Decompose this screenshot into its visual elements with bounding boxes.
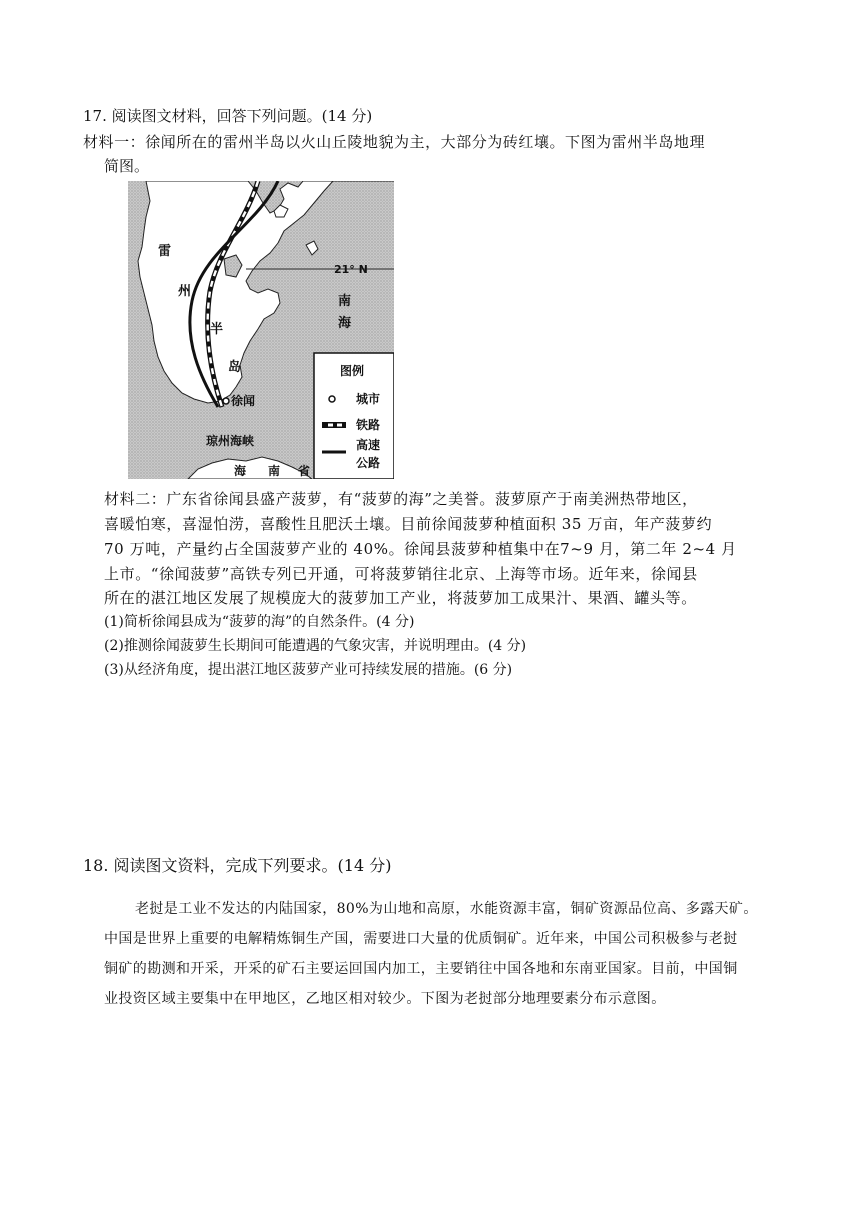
material-2-line-3: 70 万吨，产量约占全国菠萝产业的 40%。徐闻县菠萝种植集中在7~9 月，第二年 2~4 月 <box>104 540 737 558</box>
sea-label-char-1: 南 <box>338 294 352 309</box>
legend-railway-icon <box>322 422 346 428</box>
peninsula-label-char-3: 半 <box>210 322 224 337</box>
material-2-line-1: 材料二：广东省徐闻县盛产菠萝，有“菠萝的海”之美誉。菠萝原产于南美洲热带地区， <box>104 490 698 508</box>
strait-label: 琼州海峡 <box>206 434 255 448</box>
peninsula-label-char-1: 雷 <box>158 244 172 259</box>
map-legend <box>314 353 394 479</box>
sub-question-1: (1)简析徐闻县成为“菠萝的海”的自然条件。(4 分) <box>104 614 415 630</box>
legend-highway-label-1: 高速 <box>356 438 381 452</box>
q18-material-line-3: 铜矿的勘测和开采，开采的矿石主要运回国内加工，主要销往中国各地和东南亚国家。目前，中国铜 <box>104 961 738 977</box>
sub-question-3: (3)从经济角度，提出湛江地区菠萝产业可持续发展的措施。(6 分) <box>104 662 513 678</box>
legend-city-label: 城市 <box>356 392 381 406</box>
latitude-label: 21° N <box>334 263 368 276</box>
sea-label-char-2: 海 <box>338 316 352 331</box>
hainan-label-char-3: 省 <box>298 464 311 478</box>
legend-city-icon <box>329 396 335 402</box>
city-marker-xuwen <box>223 398 229 404</box>
peninsula-label-char-4: 岛 <box>228 360 242 375</box>
legend-highway-label-2: 公路 <box>356 456 381 470</box>
hainan-label-char-2: 南 <box>268 464 281 478</box>
q18-material-line-1: 老挝是工业不发达的内陆国家，80%为山地和高原，水能资源丰富，铜矿资源品位高、多露天矿。 <box>135 901 758 917</box>
question-18-title: 18. 阅读图文资料，完成下列要求。(14 分) <box>83 856 392 875</box>
city-label: 徐闻 <box>231 394 256 408</box>
sub-question-2: (2)推测徐闻菠萝生长期间可能遭遇的气象灾害，并说明理由。(4 分) <box>104 638 527 654</box>
material-2-line-4: 上市。“徐闻菠萝”高铁专列已开通，可将菠萝销往北京、上海等市场。近年来，徐闻县 <box>104 565 698 583</box>
q18-material-line-2: 中国是世界上重要的电解精炼铜生产国，需要进口大量的优质铜矿。近年来，中国公司积极参与老挝 <box>104 931 738 947</box>
material-1-line-2: 简图。 <box>104 157 150 175</box>
hainan-label-char-1: 海 <box>234 464 247 478</box>
material-2-line-2: 喜暖怕寒，喜湿怕涝，喜酸性且肥沃土壤。目前徐闻菠萝种植面积 35 万亩，年产菠萝约 <box>104 515 713 533</box>
legend-railway-label: 铁路 <box>356 418 381 432</box>
material-2-line-5: 所在的湛江地区发展了规模庞大的菠萝加工产业，将菠萝加工成果汁、果酒、罐头等。 <box>104 589 697 607</box>
q18-material-line-4: 业投资区域主要集中在甲地区，乙地区相对较少。下图为老挝部分地理要素分布示意图。 <box>104 991 666 1007</box>
peninsula-label-char-2: 州 <box>178 284 192 299</box>
material-1-line-1: 材料一：徐闻所在的雷州半岛以火山丘陵地貌为主，大部分为砖红壤。下图为雷州半岛地理 <box>83 133 706 151</box>
legend-title: 图例 <box>340 364 365 378</box>
question-17-title: 17. 阅读图文材料，回答下列问题。(14 分) <box>83 107 373 125</box>
leizhou-peninsula-map <box>128 181 394 479</box>
